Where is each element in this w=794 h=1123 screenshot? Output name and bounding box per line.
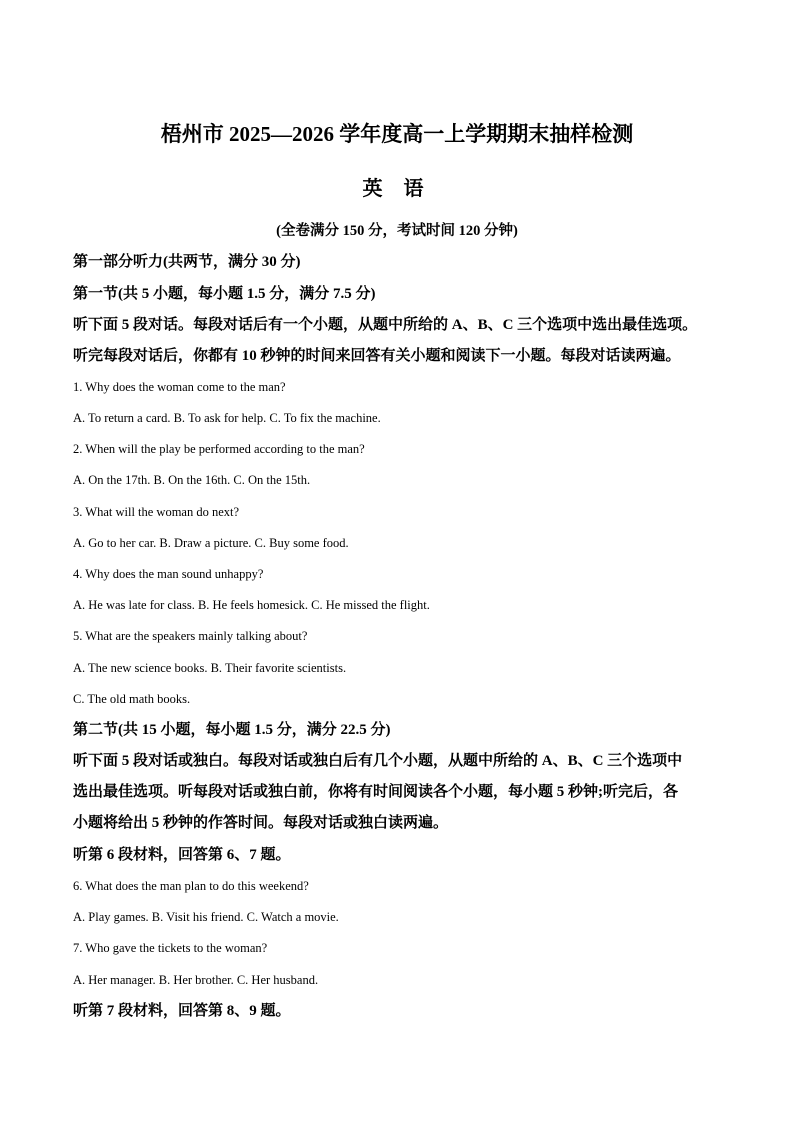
exam-title: 梧州市 2025—2026 学年度高一上学期期末抽样检测: [160, 122, 634, 146]
question-6-options: A. Play games. B. Visit his friend. C. Watch a movie.: [73, 910, 339, 924]
question-2-options: A. On the 17th. B. On the 16th. C. On the 15th.: [73, 473, 311, 487]
exam-note: (全卷满分 150 分，考试时间 120 分钟): [276, 223, 518, 239]
section2-instruction-line1: 听下面 5 段对话或独白。每段对话或独白后有几个小题，从题中所给的 A、B、C 三个选项中: [73, 753, 683, 769]
question-2: 2. When will the play be performed according to the man?: [73, 442, 365, 456]
question-3: 3. What will the woman do next?: [73, 505, 240, 519]
question-4-options: A. He was late for class. B. He feels homesick. C. He missed the flight.: [73, 598, 430, 612]
section2-instruction-line2: 选出最佳选项。听每段对话或独白前，你将有时间阅读各个小题，每小题 5 秒钟;听完后，各: [73, 784, 678, 800]
question-6: 6. What does the man plan to do this weekend?: [73, 879, 309, 893]
question-5-options-line2: C. The old math books.: [73, 692, 191, 706]
question-3-options: A. Go to her car. B. Draw a picture. C. Buy some food.: [73, 536, 349, 550]
question-5-options-line1: A. The new science books. B. Their favorite scientists.: [73, 661, 347, 675]
section1-instruction-line1: 听下面 5 段对话。每段对话后有一个小题，从题中所给的 A、B、C 三个选项中选出最佳选项。: [73, 317, 698, 333]
question-7: 7. Who gave the tickets to the woman?: [73, 941, 268, 955]
section2-heading: 第二节(共 15 小题，每小题 1.5 分，满分 22.5 分): [73, 722, 391, 738]
section1-heading: 第一节(共 5 小题，每小题 1.5 分，满分 7.5 分): [73, 286, 376, 302]
material-7-heading: 听第 7 段材料，回答第 8、9 题。: [73, 1003, 291, 1019]
material-6-heading: 听第 6 段材料，回答第 6、7 题。: [73, 847, 291, 863]
question-1-options: A. To return a card. B. To ask for help. C. To fix the machine.: [73, 411, 381, 425]
subject-heading: 英 语: [362, 178, 432, 200]
question-7-options: A. Her manager. B. Her brother. C. Her husband.: [73, 973, 319, 987]
question-4: 4. Why does the man sound unhappy?: [73, 567, 264, 581]
question-5: 5. What are the speakers mainly talking about?: [73, 629, 308, 643]
section1-instruction-line2: 听完每段对话后，你都有 10 秒钟的时间来回答有关小题和阅读下一小题。每段对话读两遍。: [73, 348, 681, 364]
question-1: 1. Why does the woman come to the man?: [73, 380, 286, 394]
section2-instruction-line3: 小题将给出 5 秒钟的作答时间。每段对话或独白读两遍。: [73, 815, 449, 831]
part1-heading: 第一部分听力(共两节，满分 30 分): [73, 254, 301, 270]
